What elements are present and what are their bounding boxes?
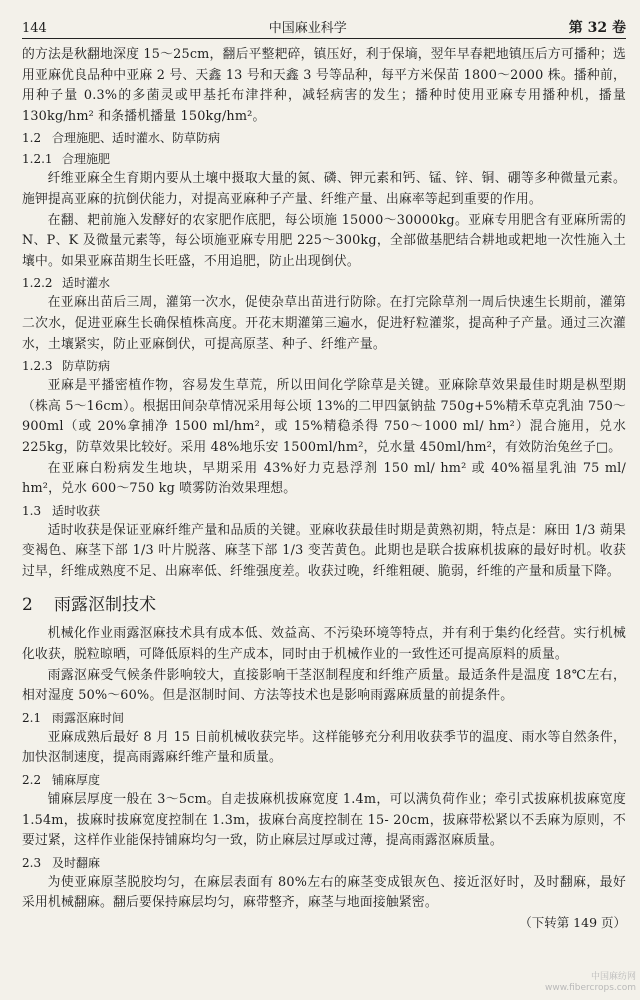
heading-1-2-3: 1.2.3 防草防病 [22, 359, 111, 374]
heading-1-2-2: 1.2.2 适时灌水 [22, 276, 111, 291]
paragraph-harvest: 适时收获是保证亚麻纤维产量和品质的关键。亚麻收获最佳时期是黄熟初期，特点是：麻田 1/3 蒴果变褐色、麻茎下部 1/3 叶片脱落、麻茎下部 1/3 变苦黄色。此期也是联合拔麻机拔麻的最好时机。收获过早，纤维成熟度不足、出麻率低、纤维强度差。收获过晚，纤维粗硬、脆弱，纤维的产量和质量下降。 [22, 522, 626, 579]
heading-1-2-1: 1.2.1 合理施肥 [22, 152, 111, 167]
running-header [22, 0, 626, 39]
heading-1-3: 1.3 适时收获 [22, 503, 101, 518]
paragraph-thickness: 铺麻层厚度一般在 3～5cm。自走拔麻机拔麻宽度 1.4m，可以满负荷作业；牵引式拔麻机拔麻宽度 1.54m，拔麻时拔麻宽度控制在 1.3m，拔麻台高度控制在 15- 20cm，拔麻带松紧以不丢麻为原则，不要过紧，这样作业能保持铺麻均匀一致，防止麻层过厚或过薄，提高雨露沤麻质量。 [22, 792, 626, 849]
paragraph-weed-2: 在亚麻白粉病发生地块，早期采用 43%好力克悬浮剂 150 ml/ hm² 或 40%福星乳油 75 ml/ hm²，兑水 600～750 kg 喷雾防治效果理想。 [22, 460, 626, 497]
continued-note: （下转第 149 页） [519, 915, 626, 930]
paragraph-retting-2: 雨露沤麻受气候条件影响较大，直接影响干茎沤制程度和纤维产质量。最适条件是温度 18℃左右，相对湿度 50%～60%。但是沤制时间、方法等技术也是影响雨露麻质量的前提条件。 [22, 667, 626, 704]
heading-1-2: 1.2 合理施肥、适时灌水、防草防病 [22, 131, 221, 146]
heading-2-1: 2.1 雨露沤麻时间 [22, 710, 125, 725]
heading-2: 2 雨露沤制技术 [22, 595, 156, 616]
paragraph-retting-time: 亚麻成熟后最好 8 月 15 日前机械收获完毕。这样能够充分利用收获季节的温度、雨水等自然条件，加快沤制速度，提高雨露麻纤维产量和质量。 [22, 729, 626, 766]
heading-2-3: 2.3 及时翻麻 [22, 855, 101, 870]
paragraph-intro: 的方法是秋翻地深度 15～25cm，翻后平整耙碎，镇压好，利于保墒，翌年早春耙地镇压后方可播种；选用亚麻优良品种中亚麻 2 号、天鑫 13 号和天鑫 3 号等品种，每平方米保苗 1800～2000 株。播种前，用种子量 0.3%的多菌灵或甲基托布津拌种，减轻病害的发生；播种时使用亚麻专用播种机，播量 130kg/hm² 和条播机播量 150kg/hm²。 [22, 47, 626, 124]
paragraph-fertilize-2: 在翻、耙前施入发酵好的农家肥作底肥，每公顷施 15000～30000kg。亚麻专用肥含有亚麻所需的 N、P、K 及微量元素等，每公顷施亚麻专用肥 225～300kg，全部做基肥结合耕地或耙地一次性施入土壤中。如果亚麻苗期生长旺盛，不用追肥，防止出现倒伏。 [22, 212, 626, 269]
paragraph-fertilize-1: 纤维亚麻全生育期内要从土壤中摄取大量的氮、磷、钾元素和钙、锰、锌、铜、硼等多种微量元素。施钾提高亚麻的抗倒伏能力，对提高亚麻种子产量、纤维产量、出麻率等起到重要的作用。 [22, 171, 626, 207]
paragraph-retting-1: 机械化作业雨露沤麻技术具有成本低、效益高、不污染环境等特点，并有利于集约化经营。实行机械化收获，脱粒晾晒，可降低原料的生产成本，同时由于机械作业的一致性还可提高原料的质量。 [22, 626, 626, 663]
journal-title: 中国麻业科学 [268, 21, 347, 36]
volume-label: 第 32 卷 [568, 20, 626, 36]
paragraph-turning: 为使亚麻原茎脱胶均匀，在麻层表面有 80%左右的麻茎变成银灰色、接近沤好时，及时翻麻，最好采用机械翻麻。翻后要保持麻层均匀，麻带整齐，麻茎与地面接触紧密。 [22, 874, 626, 911]
page-number: 144 [22, 21, 47, 36]
paragraph-irrigation: 在亚麻出苗后三周，灌第一次水，促使杂草出苗进行防除。在打完除草剂一周后快速生长期前，灌第二次水，促进亚麻生长确保植株高度。开花末期灌第三遍水，促进籽粒灌浆，提高种子产量。通过三次灌水，土壤紧实，防止亚麻倒伏，可提高原茎、种子、纤维产量。 [22, 295, 626, 352]
heading-2-2: 2.2 铺麻厚度 [22, 773, 101, 788]
site-watermark: 中国麻纺网 www.fibercrops.com [545, 972, 636, 993]
paragraph-weed-1: 亚麻是平播密植作物，容易发生草荒，所以田间化学除草是关键。亚麻除草效果最佳时期是枞型期（株高 5～16cm）。根据田间杂草情况采用每公顷 13%的二甲四氯钠盐 750g+5%精禾草克乳油 750～900ml（或 20%拿捕净 1500 ml/hm²，或 15%精稳杀得 750～1000 ml/ hm²）混合施用，兑水 225kg，防草效果比较好。采用 48%地乐安 1500ml/hm²，兑水量 450ml/hm²，有效防治兔丝子□。 [22, 378, 626, 455]
